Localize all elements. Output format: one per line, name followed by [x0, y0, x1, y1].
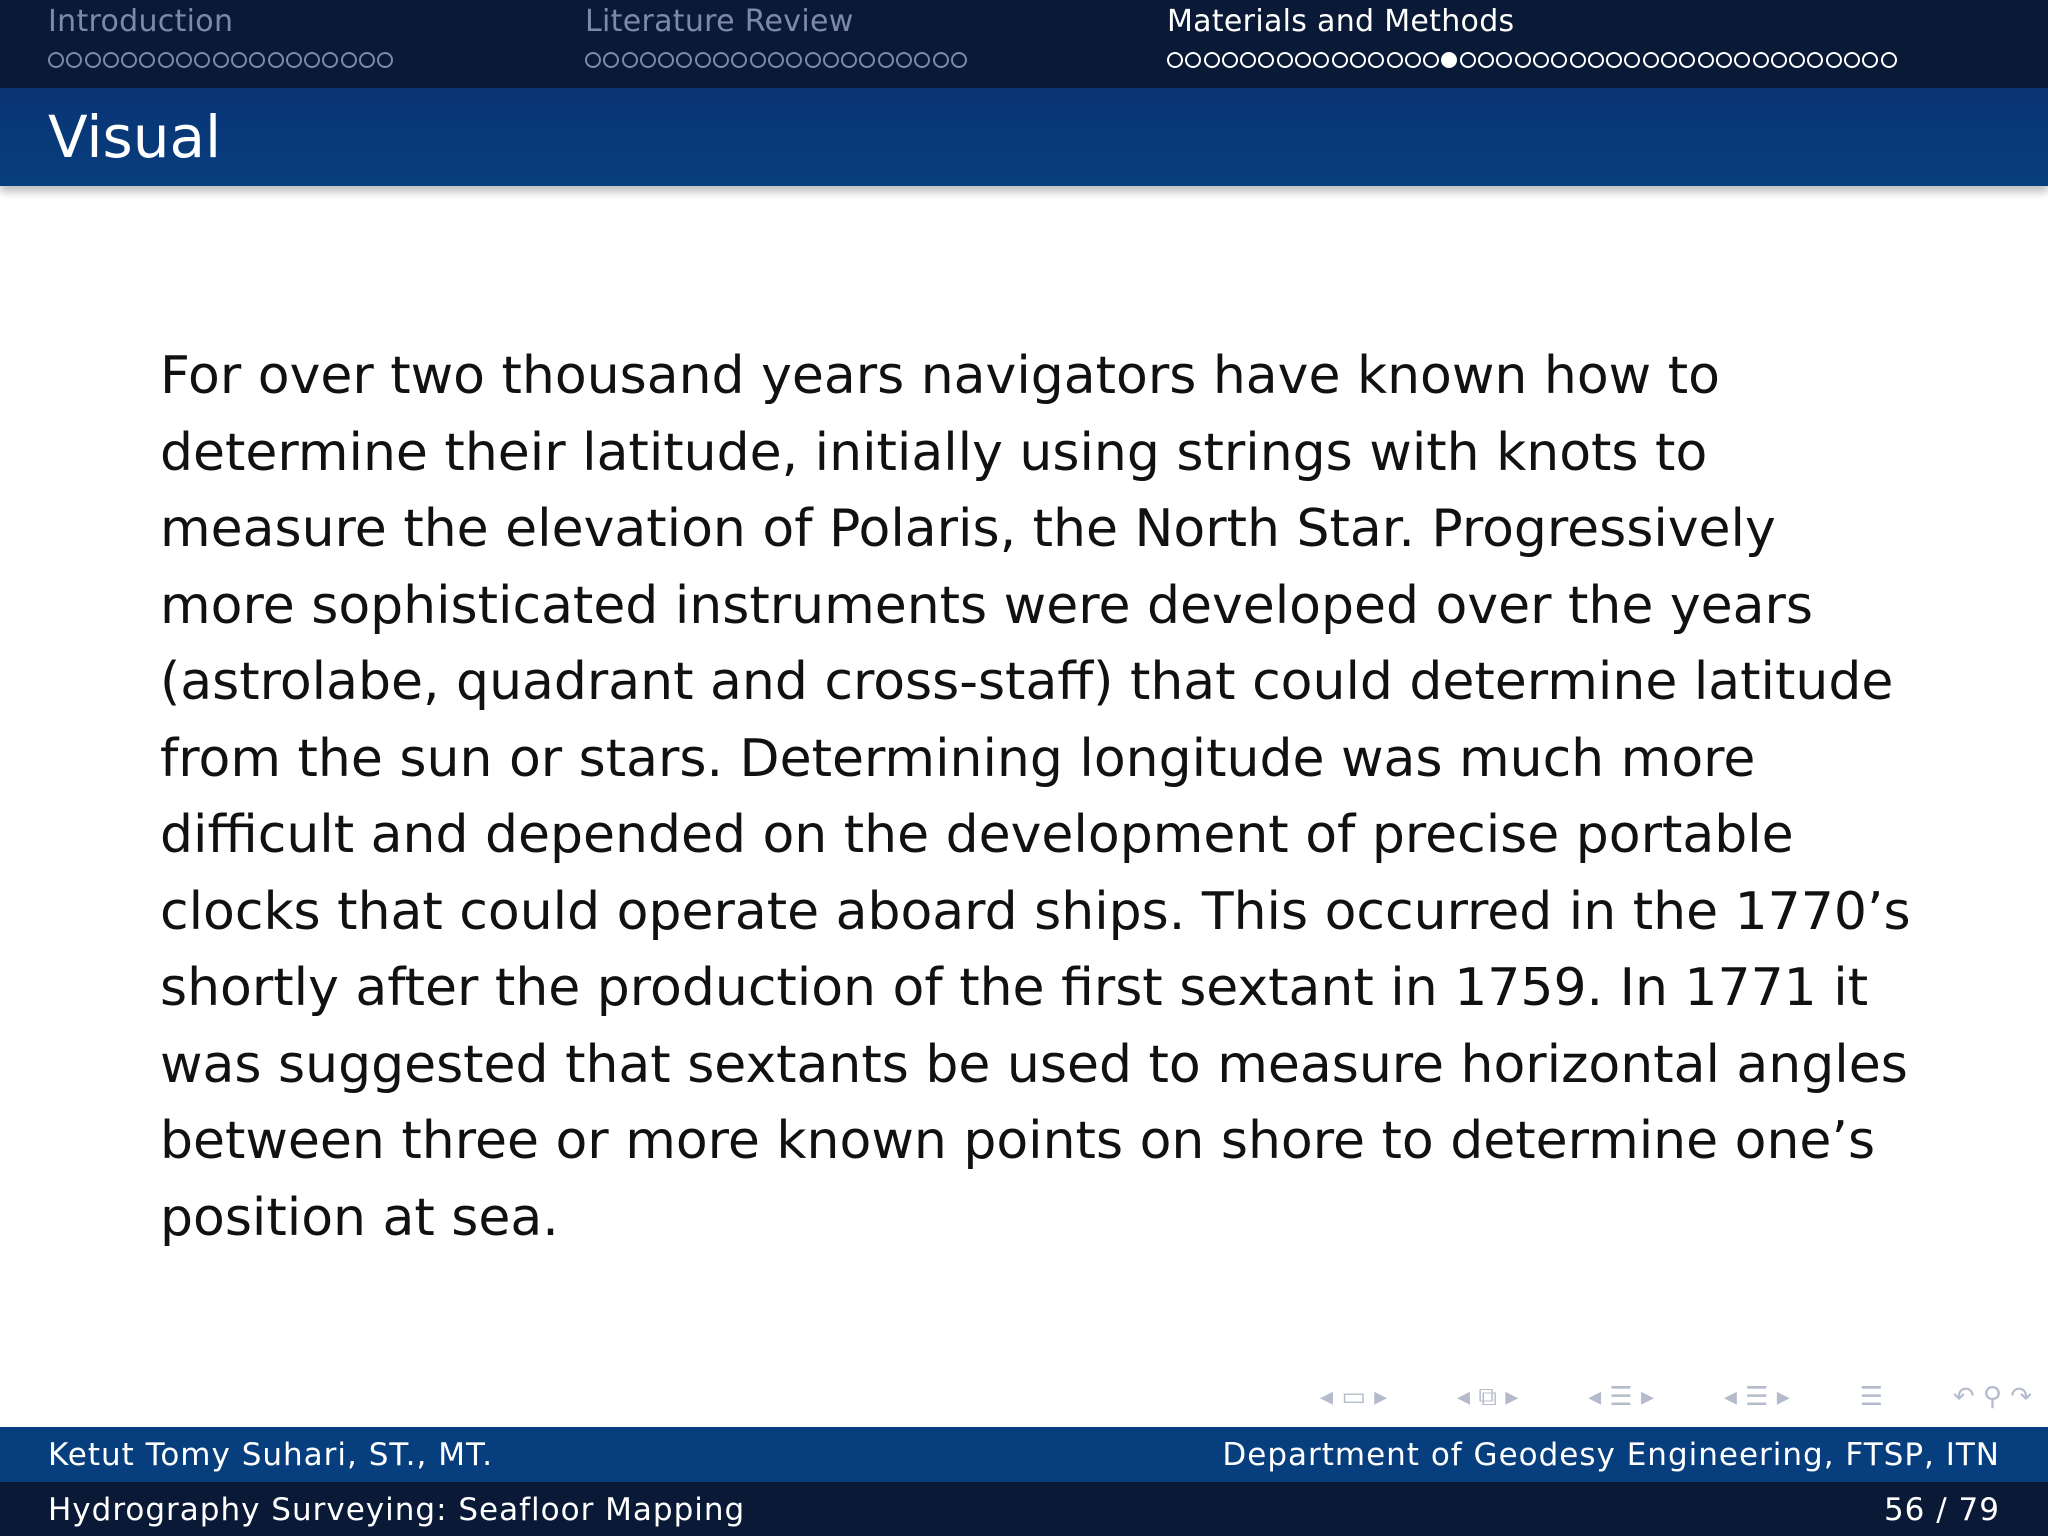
frame-dot[interactable]: [640, 52, 656, 68]
frame-title-bar: [0, 88, 2048, 186]
frame-dot[interactable]: [1716, 52, 1732, 68]
footer-author: Ketut Tomy Suhari, ST., MT.: [48, 1437, 494, 1473]
frame-dot[interactable]: [1533, 52, 1549, 68]
presentation-nav-icon[interactable]: ☰: [1859, 1382, 1883, 1412]
frame-dot[interactable]: [304, 52, 320, 68]
nav-section-title[interactable]: Introduction: [48, 4, 234, 39]
frame-dot[interactable]: [914, 52, 930, 68]
frame-dot[interactable]: [121, 52, 137, 68]
footer-author-bar: [0, 1427, 2048, 1482]
frame-dot[interactable]: [1771, 52, 1787, 68]
frame-dot[interactable]: [1515, 52, 1531, 68]
frame-dot[interactable]: [359, 52, 375, 68]
frame-dot[interactable]: [213, 52, 229, 68]
frame-dot[interactable]: [786, 52, 802, 68]
frame-dot[interactable]: [731, 52, 747, 68]
frame-dot[interactable]: [1789, 52, 1805, 68]
frame-dot[interactable]: [1222, 52, 1238, 68]
frame-dot[interactable]: [103, 52, 119, 68]
frame-dot[interactable]: [48, 52, 64, 68]
frame-dot[interactable]: [1753, 52, 1769, 68]
frame-dot[interactable]: [841, 52, 857, 68]
frame-dot[interactable]: [1368, 52, 1384, 68]
frame-dot[interactable]: [1679, 52, 1695, 68]
frame-dot[interactable]: [823, 52, 839, 68]
slide-nav-icon[interactable]: ◂ ▭ ▸: [1320, 1382, 1388, 1412]
footer-title: Hydrography Surveying: Seafloor Mapping: [48, 1492, 746, 1528]
frame-dot[interactable]: [676, 52, 692, 68]
frame-dot[interactable]: [1844, 52, 1860, 68]
frame-dot[interactable]: [1313, 52, 1329, 68]
frame-dot[interactable]: [1460, 52, 1476, 68]
frame-dot[interactable]: [139, 52, 155, 68]
frame-dot[interactable]: [1698, 52, 1714, 68]
frame-dot[interactable]: [1826, 52, 1842, 68]
frame-dot[interactable]: [768, 52, 784, 68]
frame-dot[interactable]: [1387, 52, 1403, 68]
frame-dot[interactable]: [1807, 52, 1823, 68]
frame-dot[interactable]: [1881, 52, 1897, 68]
frame-dot[interactable]: [341, 52, 357, 68]
frame-dot[interactable]: [377, 52, 393, 68]
section-nav-icon[interactable]: ◂ ☰ ▸: [1723, 1382, 1790, 1412]
frame-dot[interactable]: [1350, 52, 1366, 68]
current-frame-dot[interactable]: [1441, 52, 1457, 68]
frame-dot[interactable]: [85, 52, 101, 68]
body-paragraph: For over two thousand years navigators have known how to determine their latitude, initially using strings with knots to measure the elevation of Polaris, the North Star. Progressively more sophisticated instruments were developed over the years (astrolabe, quadrant and cross-staff) that could determine latitude from the sun or stars. Determining longitude was much more difficult and depended on the development of precise portable clocks that could operate aboard ships. This occurred in the 1770’s shortly after the production of the first sextant in 1759. In 1771 it was suggested that sextants be used to measure horizontal angles between three or more known points on shore to determine one’s position at sea.: [160, 346, 1911, 1248]
frame-dot[interactable]: [1478, 52, 1494, 68]
frame-dot[interactable]: [1295, 52, 1311, 68]
nav-section-dots[interactable]: [585, 50, 967, 72]
frame-dot[interactable]: [1332, 52, 1348, 68]
frame-dot[interactable]: [1606, 52, 1622, 68]
frame-dot[interactable]: [1277, 52, 1293, 68]
frame-dot[interactable]: [1240, 52, 1256, 68]
frame-dot[interactable]: [933, 52, 949, 68]
frame-dot[interactable]: [176, 52, 192, 68]
frame-dot[interactable]: [1167, 52, 1183, 68]
frame-dot[interactable]: [1734, 52, 1750, 68]
frame-dot[interactable]: [268, 52, 284, 68]
frame-dot[interactable]: [322, 52, 338, 68]
subsection-nav-icon[interactable]: ◂ ☰ ▸: [1588, 1382, 1655, 1412]
nav-section-dots[interactable]: [48, 50, 393, 72]
nav-section-dots[interactable]: [1167, 50, 1897, 72]
frame-dot[interactable]: [1661, 52, 1677, 68]
frame-dot[interactable]: [658, 52, 674, 68]
frame-dot[interactable]: [231, 52, 247, 68]
frame-dot[interactable]: [1624, 52, 1640, 68]
frame-dot[interactable]: [622, 52, 638, 68]
footer-institute: Department of Geodesy Engineering, FTSP, ITN: [1222, 1437, 2000, 1473]
frame-dot[interactable]: [1405, 52, 1421, 68]
nav-section-title[interactable]: Materials and Methods: [1167, 4, 1515, 39]
frame-dot[interactable]: [1551, 52, 1567, 68]
frame-dot[interactable]: [66, 52, 82, 68]
frame-title: Visual: [48, 103, 222, 171]
frame-dot[interactable]: [585, 52, 601, 68]
frame-dot[interactable]: [896, 52, 912, 68]
section-navigation-bar: [0, 0, 2048, 88]
nav-section-title[interactable]: Literature Review: [585, 4, 854, 39]
frame-dot[interactable]: [713, 52, 729, 68]
frame-dot[interactable]: [1258, 52, 1274, 68]
frame-nav-icon[interactable]: ◂ ⧉ ▸: [1457, 1381, 1519, 1412]
frame-dot[interactable]: [951, 52, 967, 68]
frame-dot[interactable]: [603, 52, 619, 68]
search-undo-icon[interactable]: ↶ ⚲ ↷: [1952, 1382, 2032, 1412]
frame-dot[interactable]: [878, 52, 894, 68]
navigation-symbols: [1320, 1378, 2032, 1416]
frame-dot[interactable]: [1423, 52, 1439, 68]
frame-dot[interactable]: [249, 52, 265, 68]
frame-dot[interactable]: [286, 52, 302, 68]
frame-dot[interactable]: [805, 52, 821, 68]
frame-dot[interactable]: [1570, 52, 1586, 68]
footer-title-bar: [0, 1482, 2048, 1536]
footer-page-number: 56 / 79: [1883, 1492, 2000, 1528]
frame-dot[interactable]: [750, 52, 766, 68]
frame-dot[interactable]: [194, 52, 210, 68]
frame-dot[interactable]: [695, 52, 711, 68]
frame-dot[interactable]: [1862, 52, 1878, 68]
frame-dot[interactable]: [1588, 52, 1604, 68]
frame-dot[interactable]: [158, 52, 174, 68]
frame-dot[interactable]: [1185, 52, 1201, 68]
frame-dot[interactable]: [859, 52, 875, 68]
frame-dot[interactable]: [1496, 52, 1512, 68]
frame-dot[interactable]: [1204, 52, 1220, 68]
frame-dot[interactable]: [1643, 52, 1659, 68]
